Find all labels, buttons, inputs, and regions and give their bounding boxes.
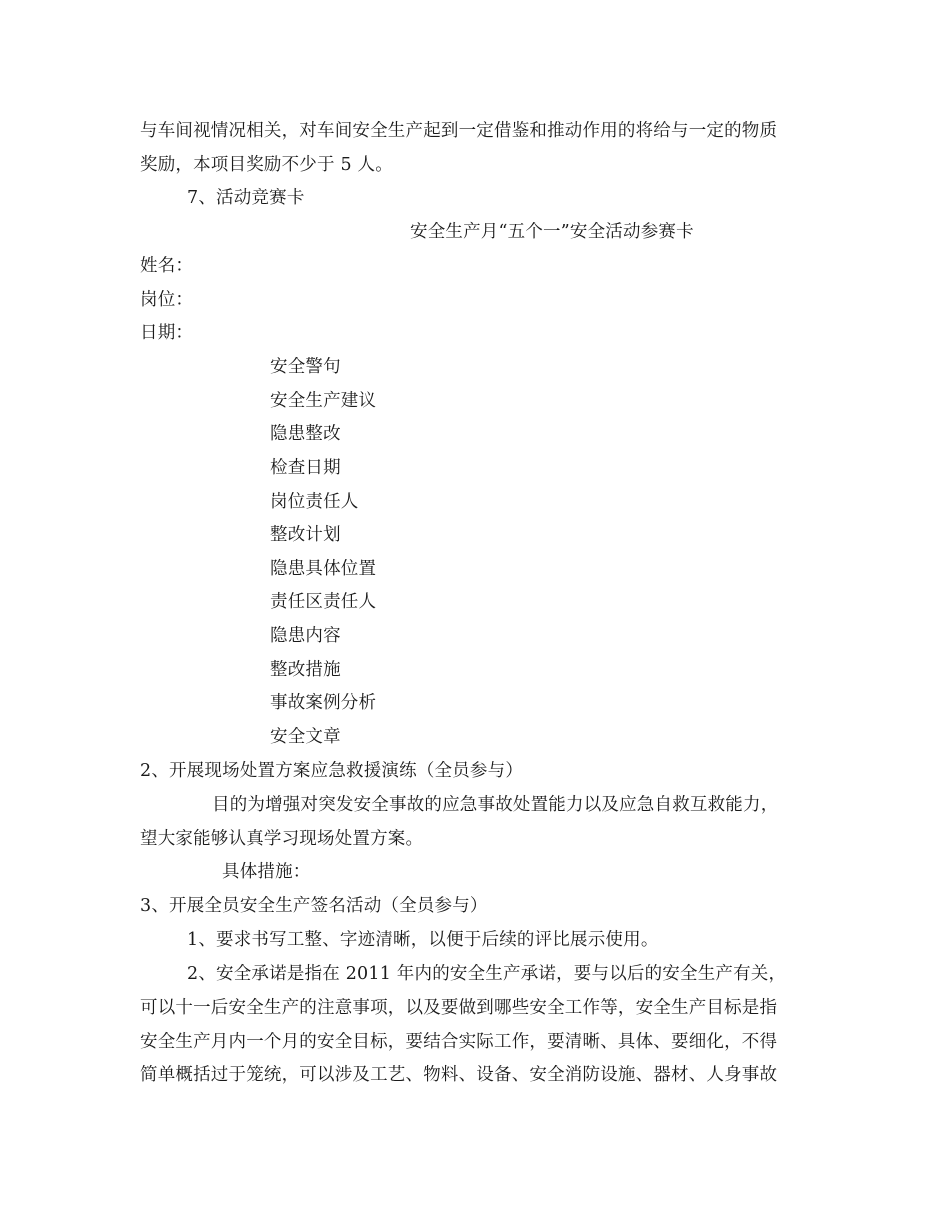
card-field: 隐患具体位置 (270, 559, 377, 579)
card-field: 安全生产建议 (270, 391, 377, 411)
card-field: 隐患内容 (270, 626, 341, 646)
measures-label: 具体措施： (222, 862, 311, 882)
paragraph-line: 可以十一后安全生产的注意事项，以及要做到哪些安全工作等，安全生产目标是指 (140, 998, 778, 1018)
section-heading: 3、开展全员安全生产签名活动（全员参与） (140, 896, 488, 916)
card-field: 整改计划 (270, 525, 341, 545)
position-label: 岗位： (140, 290, 194, 310)
paragraph-line: 安全生产月内一个月的安全目标，要结合实际工作，要清晰、具体、要细化，不得 (140, 1032, 778, 1052)
card-field: 责任区责任人 (270, 592, 377, 612)
list-item: 2、安全承诺是指在 2011 年内的安全生产承诺，要与以后的安全生产有关， (187, 964, 787, 984)
card-field: 检查日期 (270, 458, 341, 478)
card-field: 隐患整改 (270, 424, 341, 444)
paragraph-line: 望大家能够认真学习现场处置方案。 (140, 829, 424, 849)
card-title: 安全生产月“五个一”安全活动参赛卡 (410, 222, 694, 242)
section-heading: 2、开展现场处置方案应急救援演练（全员参与） (140, 761, 524, 781)
paragraph-line: 与车间视情况相关，对车间安全生产起到一定借鉴和推动作用的将给与一定的物质 (140, 121, 778, 141)
paragraph-line: 奖励，本项目奖励不少于 5 人。 (140, 155, 393, 175)
card-field: 整改措施 (270, 660, 341, 680)
section-item-heading: 7、活动竞赛卡 (187, 188, 305, 208)
name-label: 姓名： (140, 256, 194, 276)
card-field: 安全文章 (270, 727, 341, 747)
card-field: 事故案例分析 (270, 693, 377, 713)
card-field: 安全警句 (270, 357, 341, 377)
paragraph-line: 简单概括过于笼统，可以涉及工艺、物料、设备、安全消防设施、器材、人身事故 (140, 1065, 778, 1085)
card-field: 岗位责任人 (270, 492, 359, 512)
date-label: 日期： (140, 323, 194, 343)
list-item: 1、要求书写工整、字迹清晰，以便于后续的评比展示使用。 (187, 930, 659, 950)
paragraph-line: 目的为增强对突发安全事故的应急事故处置能力以及应急自救互救能力， (212, 795, 779, 815)
